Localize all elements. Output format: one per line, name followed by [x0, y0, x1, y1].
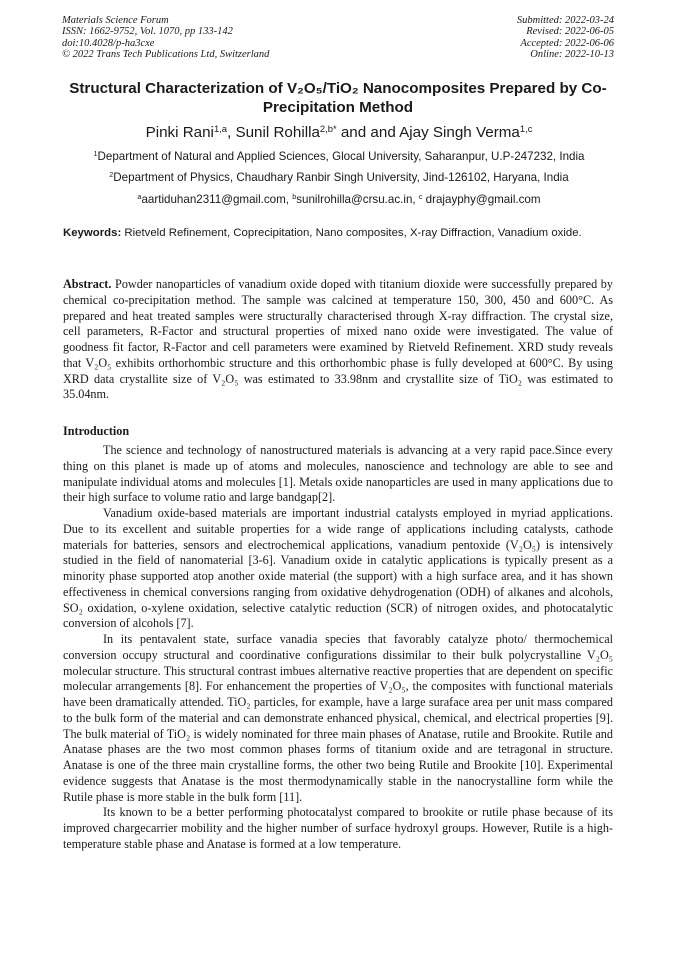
author-name: Pinki Rani [145, 124, 214, 141]
date-revised: Revised: 2022-06-05 [526, 26, 614, 38]
paper-title: Structural Characterization of V₂O₅/TiO₂ Nanocomposites Prepared by Co-Precipitation Method [69, 80, 607, 116]
affiliation-number: 1 [93, 149, 98, 159]
email-mark: a [137, 192, 142, 202]
author-name: Sunil Rohilla [235, 124, 320, 141]
journal-name: Materials Science Forum [62, 15, 169, 26]
paragraph: The science and technology of nanostructured materials is advancing at a very rapid pace.Since every thing on this planet is made up of atoms and molecules, nanoscience and technology are able to see and manipulate individual atoms and molecules [1]. Metals oxide nanoparticles are used in many applications due to their high surface to volume ratio and large bandgap[2]. [63, 443, 613, 505]
date-accepted: Accepted: 2022-06-06 [520, 37, 614, 49]
keywords-label: Keywords: [63, 227, 122, 239]
abstract [63, 277, 613, 403]
date-online: Online: 2022-10-13 [530, 48, 614, 60]
affiliation-text: Department of Physics, Chaudhary Ranbir Singh University, Jind-126102, Haryana, India [113, 171, 569, 184]
email-mark: b [292, 192, 297, 202]
author-affiliation-mark: 1,a [213, 122, 228, 134]
keywords [63, 227, 613, 241]
author-affiliation-mark: 2,b* [319, 122, 337, 134]
email-link[interactable]: drajayphy@gmail.com [422, 193, 541, 206]
author-list [40, 123, 638, 143]
journal-doi: doi:10.4028/p-ha3cxe [62, 37, 155, 49]
submission-dates [517, 15, 614, 60]
author-separator: , [227, 124, 236, 141]
introduction-body [63, 443, 613, 853]
author-name: Ajay Singh Verma [399, 124, 520, 141]
date-submitted: Submitted: 2022-03-24 [516, 15, 614, 26]
section-heading-introduction: Introduction [63, 424, 130, 438]
journal-copyright: © 2022 Trans Tech Publications Ltd, Switzerland [62, 48, 270, 60]
email-link[interactable]: sunilrohilla@crsu.ac.in, [296, 193, 419, 206]
abstract-label: Abstract. [63, 277, 112, 291]
author-separator: and and [336, 124, 400, 141]
affiliation-number: 2 [109, 170, 114, 180]
paragraph: In its pentavalent state, surface vanadia species that favorably catalyze photo/ thermochemical conversion occupy structural and coordinative configurations dissimilar to their bulk polycrystalline V₂O₅ molecular structure. This structural contrast imbues alternative reactive properties that are dependent on specific molecular arrangements [8]. For enhancement the properties of V₂O₅, the composites with functional materials have been dramatically attended. TiO₂ particles, for example, have a large suraface area per unit mass compared to the bulk form of the material and can demonstrate enhanced physical, chemical, and electrical properties [9]. The bulk material of TiO₂ is widely nominated for three main phases of Anatase, rutile and Brookite. Rutile and Anatase phases are the two most common phases forms of titanium oxide and are tetragonal in structure. Anatase is one of the three main crystalline forms, the other two being Rutile and Brookite [10]. Experimental evidence suggests that Anatase is the most thermodynamically stable in the nanocrystalline form while the Rutile phase is more stable in the bulk form [11]. [63, 632, 613, 804]
author-emails [30, 193, 648, 206]
paragraph: Vanadium oxide-based materials are important industrial catalysts employed in myriad applications. Due to its excellent and suitable properties for a wide range of applications including catalysts, cathode materials for batteries, sensors and electrochemical applications, vanadium pentoxide (V₂O₅) is intensively studied in the field of nanomaterial [3-6]. Vanadium oxide in catalytic applications is typically present as a minority phase supported atop another oxide material (the support) with a high surface area, and it has shown effectiveness in chemical conversions ranging from oxidative dehydrogenation (ODH) of alkanes and alcohols, SO₂ oxidation, o-xylene oxidation, selective catalytic reduction (SCR) of nitrogen oxides, and photocatalytic conversion of alcohols [7]. [63, 506, 613, 631]
keywords-text: Rietveld Refinement, Coprecipitation, Nano composites, X-ray Diffraction, Vanadium oxide. [121, 227, 582, 239]
email-mark: c [418, 192, 423, 202]
journal-issn: ISSN: 1662-9752, Vol. 1070, pp 133-142 [62, 26, 233, 38]
email-link[interactable]: aartiduhan2311@gmail.com, [141, 193, 293, 206]
affiliation-1 [30, 150, 648, 163]
affiliation-2 [30, 171, 648, 184]
paragraph: Its known to be a better performing photocatalyst compared to brookite or rutile phase because of its improved chargecarrier mobility and the higher number of surface hydroxyl groups. However, Rutile is a high-temperature stable phase and Anatase is formed at a low temperature. [63, 805, 613, 851]
abstract-text: Powder nanoparticles of vanadium oxide doped with titanium dioxide were successfully prepared by chemical co-precipitation method. The sample was calcined at temperature 150, 300, 450 and 600°C. As prepared and heat treated samples were structurally characterised through X-ray diffraction. The crystal size, cell parameters, R-Factor and structural properties of mixed nano oxide were investigated. The value of goodness fit factor, R-Factor and cell parameters were examined by Rietveld Refinement. XRD study reveals that V₂O₅ exhibits orthorhombic structure and this orthorhombic phase is fully developed at 600°C. By using XRD data crystallite size of V₂O₅ was estimated to 33.98nm and crystallite size of TiO₂ was estimated to 35.04nm. [63, 277, 613, 402]
author-affiliation-mark: 1,c [519, 122, 533, 134]
affiliation-text: Department of Natural and Applied Sciences, Glocal University, Saharanpur, U.P-247232, India [97, 150, 585, 163]
journal-info [62, 15, 269, 60]
